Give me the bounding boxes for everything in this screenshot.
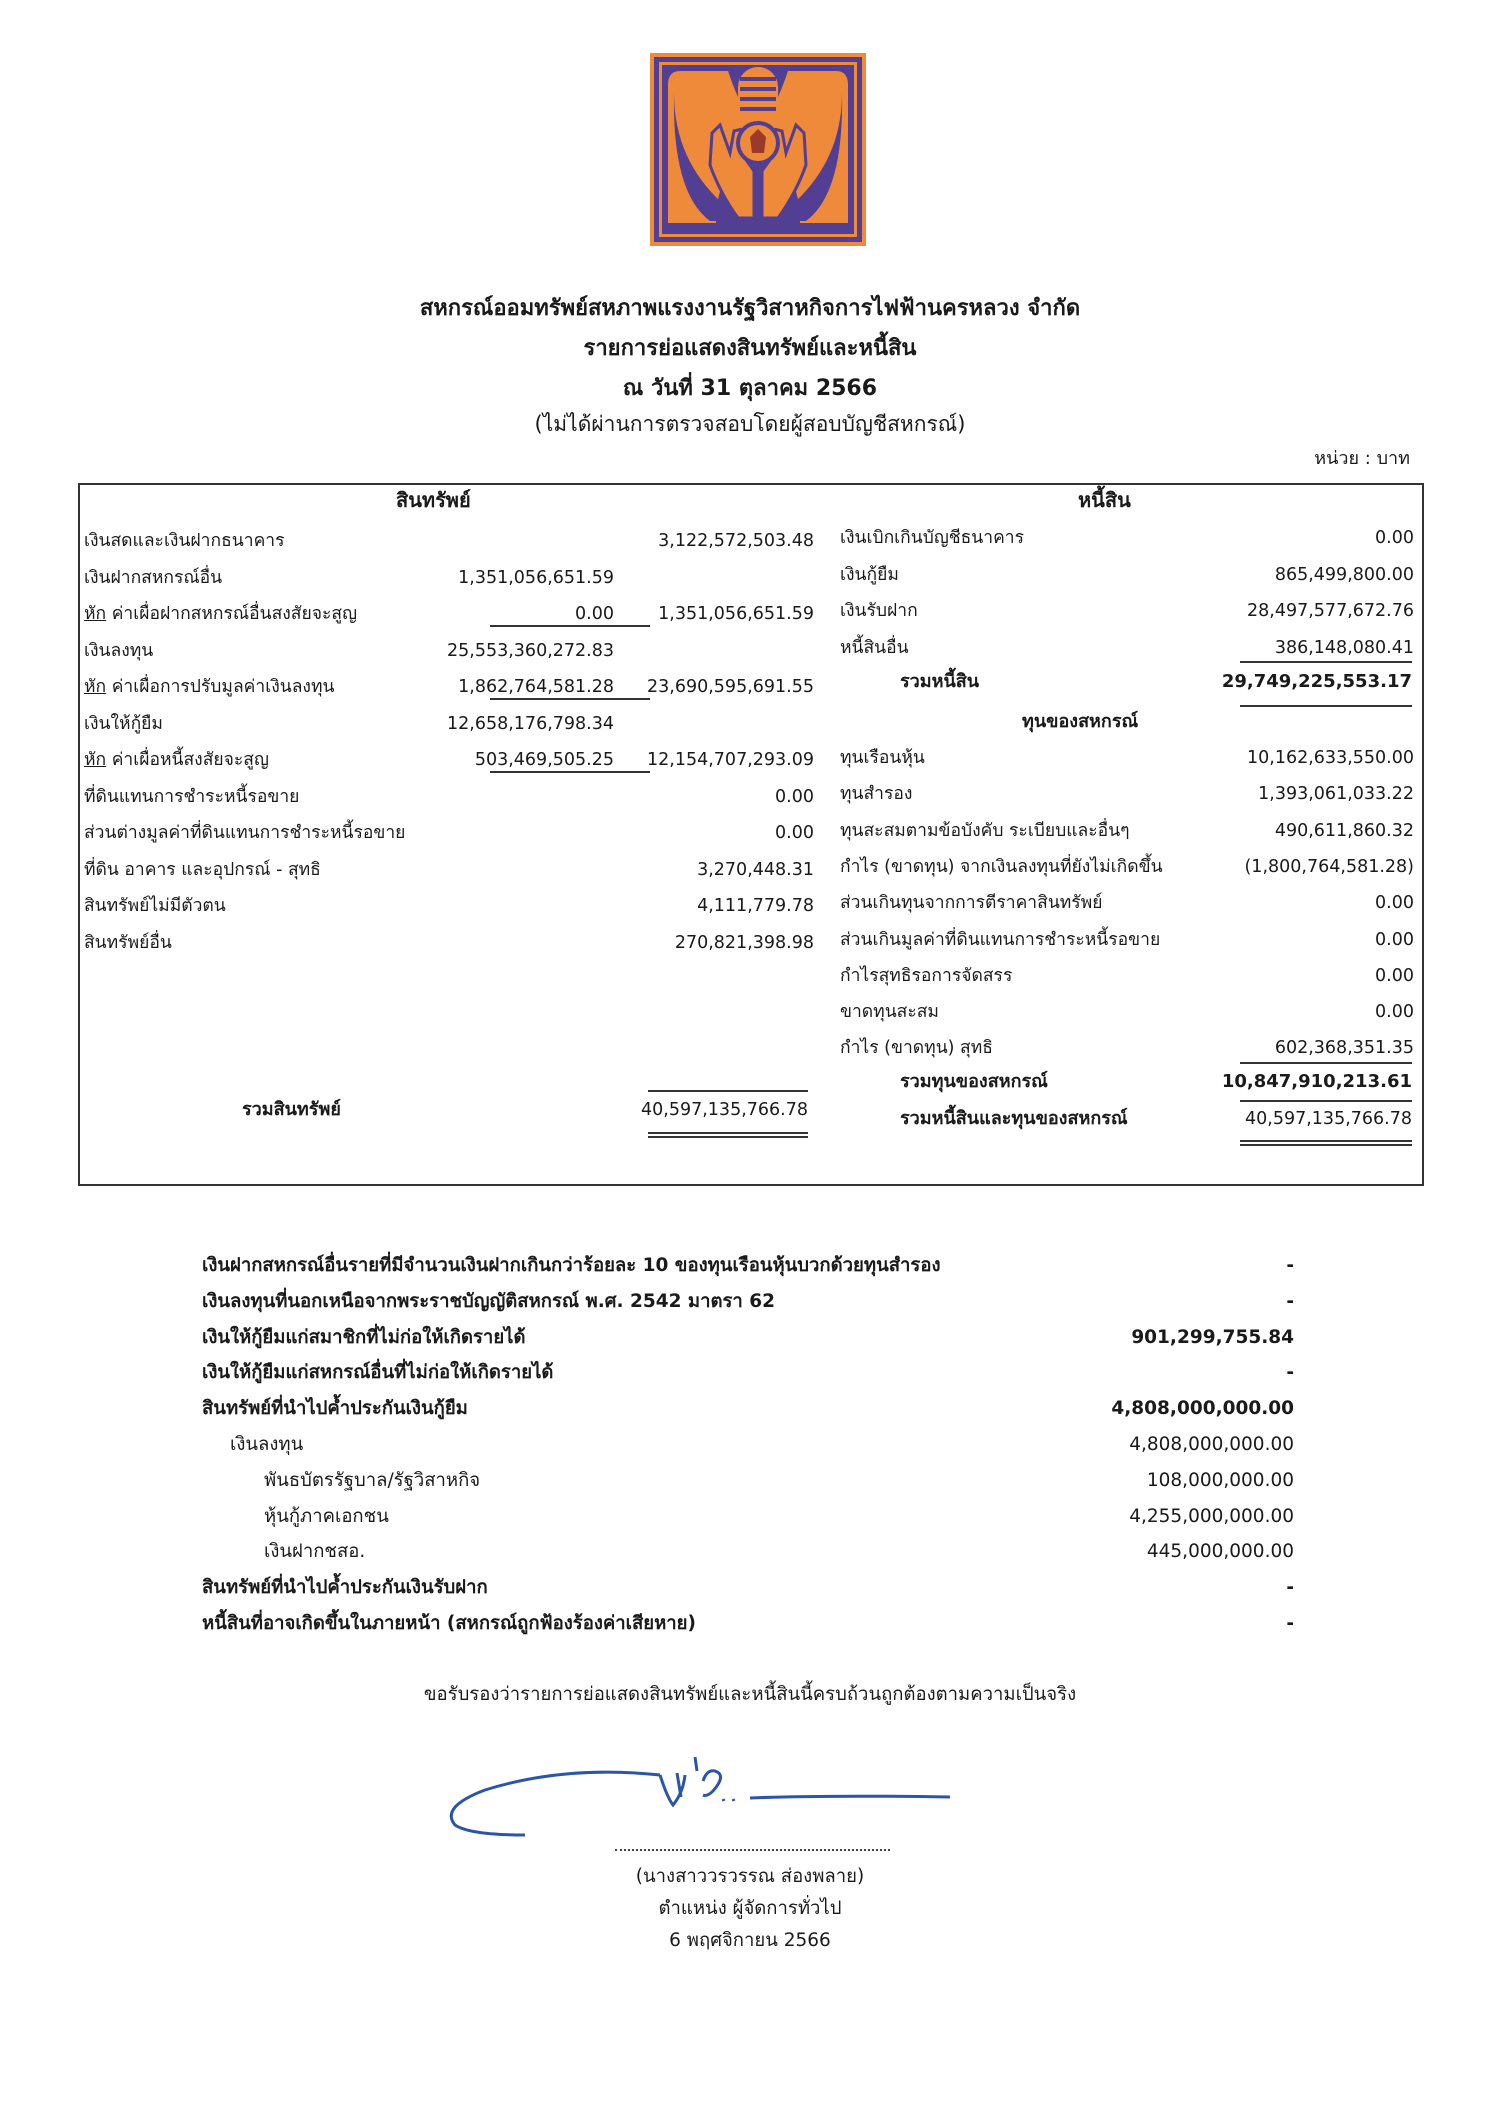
unit-label: หน่วย : บาท [1314, 448, 1410, 469]
asset-value: 0.00 [775, 823, 814, 843]
signature-graphic [445, 1735, 985, 1845]
asset-label [84, 560, 222, 596]
logo-graphic [650, 53, 866, 246]
disclosure-row [202, 1284, 1294, 1320]
disclosure-label: หนี้สินที่อาจเกิดขึ้นในภายหน้า (สหกรณ์ถูกฟ้องร้องค่าเสียหาย) [202, 1613, 696, 1634]
disclosure-value: 108,000,000.00 [1146, 1469, 1294, 1491]
equity-value: 0.00 [1375, 965, 1414, 986]
signature-line [615, 1847, 890, 1851]
disclosure-label: สินทรัพย์ที่นำไปค้ำประกันเงินกู้ยืม [202, 1398, 468, 1420]
liabilities-rule-bottom [1240, 705, 1412, 707]
disclosure-row [202, 1499, 1294, 1535]
disclosure-row [202, 1534, 1294, 1570]
asset-label-text: เงินให้กู้ยืม [84, 713, 163, 734]
asset-label [84, 888, 226, 924]
disclosure-value: - [1286, 1362, 1294, 1384]
total-equity-value: 10,847,910,213.61 [1221, 1071, 1412, 1092]
equity-heading: ทุนของสหกรณ์ [1022, 711, 1139, 732]
asset-row [84, 779, 814, 815]
liability-label: เงินเบิกเกินบัญชีธนาคาร [840, 528, 1025, 548]
equity-label: ขาดทุนสะสม [840, 1002, 939, 1023]
liabilities-rule-top [1240, 661, 1412, 663]
organization-name: สหกรณ์ออมทรัพย์สหภาพแรงงานรัฐวิสาหกิจการไฟฟ้านครหลวง จำกัด [419, 296, 1081, 321]
disclosure-value: 4,808,000,000.00 [1111, 1398, 1294, 1420]
disclosure-row [202, 1463, 1294, 1499]
asset-label-text: ที่ดินแทนการชำระหนี้รอขาย [84, 786, 300, 807]
asset-row [84, 852, 814, 888]
asset-label-text: สินทรัพย์ไม่มีตัวตน [84, 896, 226, 916]
asset-label-text: ค่าเผื่อการปรับมูลค่าเงินลงทุน [106, 677, 335, 697]
asset-value: 1,351,056,651.59 [658, 604, 814, 624]
disclosure-row [202, 1320, 1294, 1356]
disclosure-label: สินทรัพย์ที่นำไปค้ำประกันเงินรับฝาก [202, 1577, 488, 1599]
less-prefix: หัก [84, 750, 107, 770]
disclosure-value: 445,000,000.00 [1146, 1541, 1294, 1563]
disclosure-label: เงินให้กู้ยืมแก่สมาชิกที่ไม่ก่อให้เกิดรายได้ [202, 1326, 526, 1348]
equity-label: ส่วนเกินทุนจากการตีราคาสินทรัพย์ [840, 893, 1103, 914]
disclosure-row [202, 1355, 1294, 1391]
less-prefix: หัก [84, 604, 107, 624]
signature [445, 1735, 985, 1845]
equity-label: กำไร (ขาดทุน) จากเงินลงทุนที่ยังไม่เกิดขึ้น [840, 856, 1163, 877]
less-prefix: หัก [84, 677, 107, 697]
equity-label: ทุนเรือนหุ้น [840, 748, 925, 768]
equity-value: (1,800,764,581.28) [1244, 856, 1414, 877]
signature-date: 6 พฤศจิกายน 2566 [669, 1930, 831, 1951]
signer-name: (นางสาววรวรรณ ส่องพลาย) [635, 1866, 865, 1887]
asset-row [84, 633, 814, 669]
disclosure-row [202, 1248, 1294, 1284]
asset-value: 23,690,595,691.55 [647, 677, 814, 697]
disclosure-label: หุ้นกู้ภาคเอกชน [264, 1505, 389, 1527]
asset-label [84, 706, 163, 742]
equity-value: 0.00 [1375, 929, 1414, 950]
signer-position: ตำแหน่ง ผู้จัดการทั่วไป [658, 1898, 842, 1919]
disclosure-row [202, 1427, 1294, 1463]
disclosure-label: เงินฝากชสอ. [264, 1541, 366, 1563]
equity-row [840, 885, 1414, 921]
equity-value: 0.00 [1375, 1002, 1414, 1023]
disclosure-value: - [1286, 1255, 1294, 1276]
total-liabilities-label: รวมหนี้สิน [900, 671, 980, 692]
liability-label: เงินกู้ยืม [840, 564, 899, 585]
equity-value: 490,611,860.32 [1274, 820, 1414, 841]
equity-label: ทุนสำรอง [840, 784, 913, 805]
asset-row [84, 596, 814, 632]
asset-label [84, 523, 285, 559]
report-date: ณ วันที่ 31 ตุลาคม 2566 [622, 376, 878, 401]
equity-label: ส่วนเกินมูลค่าที่ดินแทนการชำระหนี้รอขาย [840, 929, 1161, 950]
equity-value: 1,393,061,033.22 [1258, 784, 1414, 805]
disclosure-value: 4,255,000,000.00 [1129, 1505, 1294, 1527]
asset-value: 270,821,398.98 [674, 932, 814, 953]
equity-row [840, 1030, 1414, 1066]
equity-row [840, 922, 1414, 958]
asset-label-text: ที่ดิน อาคาร และอุปกรณ์ - สุทธิ [84, 859, 321, 880]
grand-total-value: 40,597,135,766.78 [1245, 1109, 1412, 1129]
liability-row [840, 557, 1414, 593]
total-liabilities-value: 29,749,225,553.17 [1221, 671, 1412, 692]
grand-total-double-rule [1240, 1140, 1412, 1146]
total-assets-value: 40,597,135,766.78 [641, 1100, 808, 1120]
liability-value: 28,497,577,672.76 [1247, 601, 1414, 621]
subtotal-rule [490, 771, 650, 773]
cooperative-logo [650, 53, 866, 246]
asset-row [84, 669, 814, 705]
equity-row [840, 776, 1414, 812]
asset-label [84, 815, 405, 851]
disclosure-value: - [1286, 1577, 1294, 1599]
equity-row [840, 740, 1414, 776]
asset-label [84, 669, 334, 705]
asset-subvalue: 0.00 [575, 604, 614, 624]
asset-value: 4,111,779.78 [697, 896, 814, 916]
disclosure-label: เงินฝากสหกรณ์อื่นรายที่มีจำนวนเงินฝากเกินกว่าร้อยละ 10 ของทุนเรือนหุ้นบวกด้วยทุนสำรอง [202, 1255, 941, 1276]
disclosure-value: 901,299,755.84 [1131, 1326, 1294, 1348]
asset-label [84, 633, 153, 669]
report-title: รายการย่อแสดงสินทรัพย์และหนี้สิน [583, 336, 917, 361]
liabilities-heading: หนี้สิน [1078, 488, 1131, 512]
total-double-rule [648, 1132, 808, 1138]
disclosure-label: พันธบัตรรัฐบาล/รัฐวิสาหกิจ [264, 1469, 481, 1491]
audit-note: (ไม่ได้ผ่านการตรวจสอบโดยผู้สอบบัญชีสหกรณ์) [534, 412, 966, 436]
disclosure-value: 4,808,000,000.00 [1129, 1434, 1294, 1455]
asset-label [84, 852, 321, 888]
total-equity-label: รวมทุนของสหกรณ์ [900, 1071, 1048, 1092]
disclosure-label: เงินลงทุน [230, 1434, 304, 1455]
asset-row [84, 888, 814, 924]
asset-label [84, 779, 299, 815]
asset-label-text: สินทรัพย์อื่น [84, 932, 172, 953]
assets-heading: สินทรัพย์ [396, 488, 471, 512]
liability-value: 386,148,080.41 [1274, 637, 1414, 658]
equity-label: ทุนสะสมตามข้อบังคับ ระเบียบและอื่นๆ [840, 820, 1130, 841]
disclosure-label: เงินลงทุนที่นอกเหนือจากพระราชบัญญัติสหกรณ์ พ.ศ. 2542 มาตรา 62 [202, 1290, 776, 1312]
liability-label: หนี้สินอื่น [840, 637, 909, 658]
asset-subvalue: 1,862,764,581.28 [458, 677, 614, 697]
equity-row [840, 958, 1414, 994]
asset-subvalue: 25,553,360,272.83 [447, 640, 614, 661]
asset-value: 3,270,448.31 [697, 859, 814, 880]
disclosure-value: - [1286, 1290, 1294, 1312]
subtotal-rule [490, 698, 650, 700]
disclosure-label: เงินให้กู้ยืมแก่สหกรณ์อื่นที่ไม่ก่อให้เกิดรายได้ [202, 1362, 554, 1384]
total-assets-label: รวมสินทรัพย์ [242, 1099, 341, 1120]
asset-label [84, 596, 357, 632]
liability-row [840, 593, 1414, 629]
asset-value: 0.00 [775, 786, 814, 807]
liability-value: 865,499,800.00 [1274, 564, 1414, 585]
asset-subvalue: 503,469,505.25 [474, 750, 614, 770]
asset-label [84, 742, 269, 778]
asset-row [84, 560, 814, 596]
asset-label-text: เงินฝากสหกรณ์อื่น [84, 567, 223, 588]
asset-label-text: ค่าเผื่อหนี้สงสัยจะสูญ [106, 750, 269, 770]
liability-value: 0.00 [1375, 528, 1414, 548]
disclosure-row [202, 1570, 1294, 1606]
asset-row [84, 523, 814, 559]
asset-value: 12,154,707,293.09 [647, 750, 814, 770]
equity-label: กำไรสุทธิรอการจัดสรร [840, 965, 1013, 986]
asset-label-text: ส่วนต่างมูลค่าที่ดินแทนการชำระหนี้รอขาย [84, 823, 406, 843]
equity-row [840, 849, 1414, 885]
equity-value: 10,162,633,550.00 [1247, 748, 1414, 768]
asset-label-text: ค่าเผื่อฝากสหกรณ์อื่นสงสัยจะสูญ [106, 604, 357, 624]
asset-label [84, 925, 172, 961]
equity-label: กำไร (ขาดทุน) สุทธิ [840, 1038, 993, 1059]
asset-subvalue: 1,351,056,651.59 [458, 567, 614, 588]
equity-row [840, 994, 1414, 1030]
disclosure-row [202, 1606, 1294, 1642]
asset-row [84, 706, 814, 742]
equity-row [840, 813, 1414, 849]
liability-row [840, 520, 1414, 556]
equity-value: 602,368,351.35 [1274, 1038, 1414, 1059]
asset-row [84, 925, 814, 961]
asset-row [84, 815, 814, 851]
subtotal-rule [490, 625, 650, 627]
equity-value: 0.00 [1375, 893, 1414, 914]
disclosure-value: - [1286, 1613, 1294, 1634]
certification-statement: ขอรับรองว่ารายการย่อแสดงสินทรัพย์และหนี้สินนี้ครบถ้วนถูกต้องตามความเป็นจริง [423, 1684, 1077, 1705]
disclosure-row [202, 1391, 1294, 1427]
grand-total-label: รวมหนี้สินและทุนของสหกรณ์ [900, 1108, 1128, 1129]
asset-value: 3,122,572,503.48 [658, 531, 814, 551]
asset-label-text: เงินสดและเงินฝากธนาคาร [84, 531, 285, 551]
asset-row [84, 742, 814, 778]
asset-subvalue: 12,658,176,798.34 [447, 713, 614, 734]
liability-label: เงินรับฝาก [840, 601, 918, 621]
asset-label-text: เงินลงทุน [84, 640, 154, 661]
